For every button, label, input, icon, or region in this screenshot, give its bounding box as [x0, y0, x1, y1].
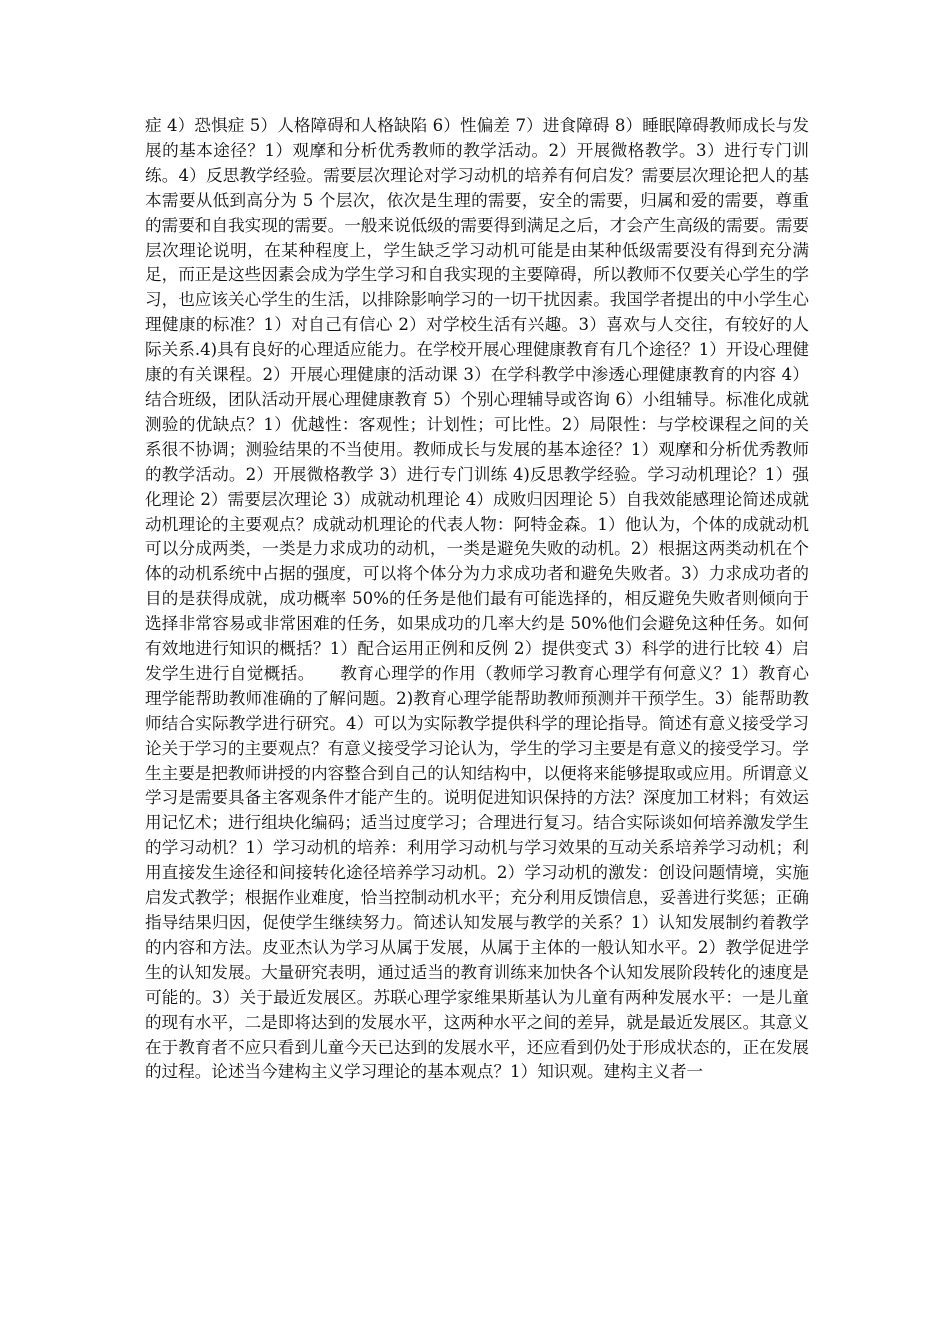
- body-text: 症 4）恐惧症 5）人格障碍和人格缺陷 6）性偏差 7）进食障碍 8）睡眠障碍教师成长与发展的基本途径？1）观摩和分析优秀教师的教学活动。2）开展微格教学。3）进行专门训练。4）反思教学经验。需要层次理论对学习动机的培养有何启发？需要层次理论把人的基本需要从低到高分为 5 个层次，依次是生理的需要，安全的需要，归属和爱的需要，尊重的需要和自我实现的需要。一般来说低级的需要得到满足之后，才会产生高级的需要。需要层次理论说明，在某种程度上，学生缺乏学习动机可能是由某种低级需要没有得到充分满足，而正是这些因素会成为学生学习和自我实现的主要障碍，所以教师不仅要关心学生的学习，也应该关心学生的生活，以排除影响学习的一切干扰因素。我国学者提出的中小学生心理健康的标准？1）对自己有信心 2）对学校生活有兴趣。3）喜欢与人交往，有较好的人际关系.4)具有良好的心理适应能力。在学校开展心理健康教育有几个途径？1）开设心理健康的有关课程。2）开展心理健康的活动课 3）在学科教学中渗透心理健康教育的内容 4）结合班级，团队活动开展心理健康教育 5）个别心理辅导或咨询 6）小组辅导。标准化成就测验的优缺点？1）优越性：客观性；计划性；可比性。2）局限性：与学校课程之间的关系很不协调；测验结果的不当使用。教师成长与发展的基本途径？1）观摩和分析优秀教师的教学活动。2）开展微格教学 3）进行专门训练 4)反思教学经验。学习动机理论？1）强化理论 2）需要层次理论 3）成就动机理论 4）成败归因理论 5）自我效能感理论简述成就动机理论的主要观点？成就动机理论的代表人物：阿特金森。1）他认为，个体的成就动机可以分成两类，一类是力求成功的动机，一类是避免失败的动机。2）根据这两类动机在个体的动机系统中占据的强度，可以将个体分为力求成功者和避免失败者。3）力求成功者的目的是获得成就，成功概率 50%的任务是他们最有可能选择的，相反避免失败者则倾向于选择非常容易或非常困难的任务，如果成功的几率大约是 50%他们会避免这种任务。如何有效地进行知识的概括？1）配合运用正例和反例 2）提供变式 3）科学的进行比较 4）启发学生进行自觉概括。 教育心理学的作用（教师学习教育心理学有何意义？1）教育心理学能帮助教师准确的了解问题。2)教育心理学能帮助教师预测并干预学生。3）能帮助教师结合实际教学进行研究。4）可以为实际教学提供科学的理论指导。简述有意义接受学习论关于学习的主要观点？有意义接受学习论认为，学生的学习主要是有意义的接受学习。学生主要是把教师讲授的内容整合到自己的认知结构中，以便将来能够提取或应用。所谓意义学习是需要具备主客观条件才能产生的。说明促进知识保持的方法？深度加工材料；有效运用记忆术；进行组块化编码；适当过度学习；合理进行复习。结合实际谈如何培养激发学生的学习动机？1）学习动机的培养：利用学习动机与学习效果的互动关系培养学习动机；利用直接发生途径和间接转化途径培养学习动机。2）学习动机的激发：创设问题情境，实施启发式教学；根据作业难度，恰当控制动机水平；充分利用反馈信息，妥善进行奖惩；正确指导结果归因，促使学生继续努力。简述认知发展与教学的关系？1）认知发展制约着教学的内容和方法。皮亚杰认为学习从属于发展，从属于主体的一般认知水平。2）教学促进学生的认知发展。大量研究表明，通过适当的教育训练来加快各个认知发展阶段转化的速度是可能的。3）关于最近发展区。苏联心理学家维果斯基认为儿童有两种发展水平：一是儿童的现有水平，二是即将达到的发展水平，这两种水平之间的差异，就是最近发展区。其意义在于教育者不应只看到儿童今天已达到的发展水平，还应看到仍处于形成状态的，正在发展的过程。论述当今建构主义学习理论的基本观点？1）知识观。建构主义者一: [145, 116, 809, 1082]
